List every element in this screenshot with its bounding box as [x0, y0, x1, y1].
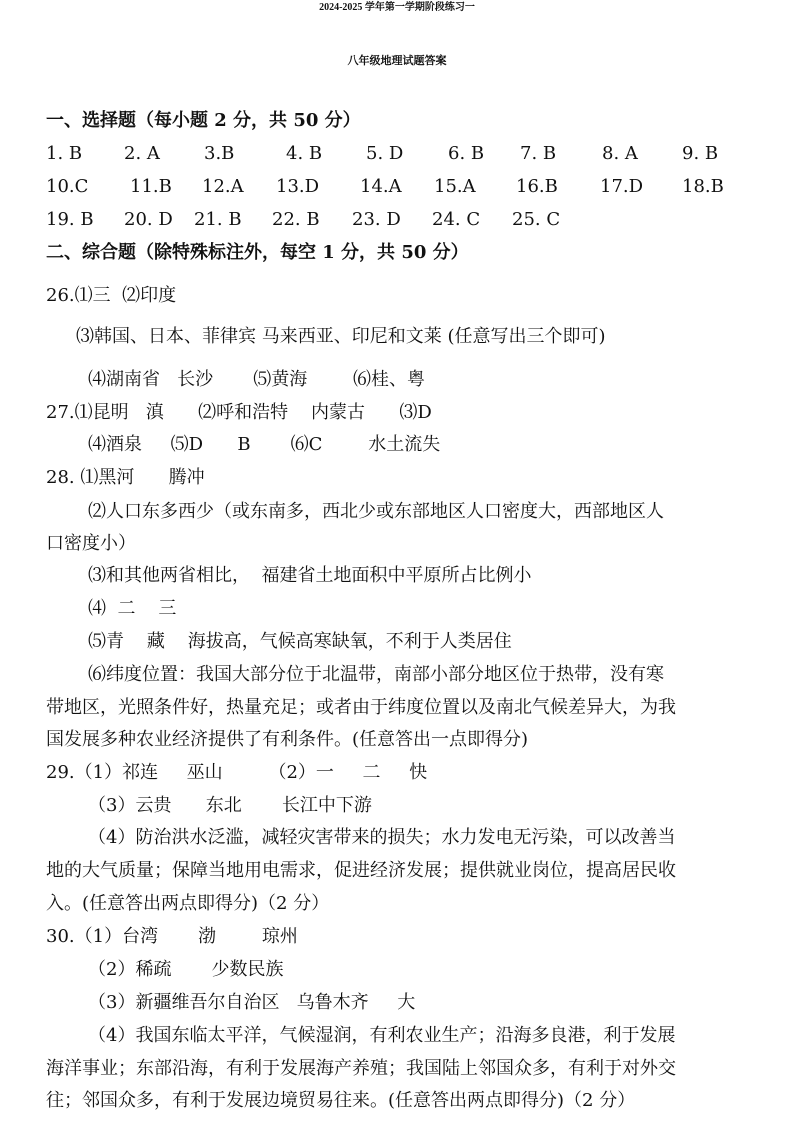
choice-answer: 12.A [202, 176, 244, 197]
choice-answer: 13.D [276, 176, 320, 197]
answer-line: 带地区，光照条件好，热量充足；或者由于纬度位置以及南北气候差异大，为我 [46, 697, 676, 718]
choice-answer: 4. B [286, 143, 323, 164]
answer-line: ⑸青 藏 海拔高，气候高寒缺氧，不利于人类居住 [88, 631, 512, 652]
answer-line: ⑷湖南省 长沙 ⑸黄海 ⑹桂、粤 [88, 369, 425, 390]
answer-line: （2）稀疏 少数民族 [88, 959, 284, 980]
answer-line: 国发展多种农业经济提供了有利条件。(任意答出一点即得分) [46, 729, 529, 750]
answer-line: 海洋事业；东部沿海，有利于发展海产养殖；我国陆上邻国众多，有利于对外交 [46, 1058, 676, 1079]
choice-answer: 2. A [124, 143, 160, 164]
answer-line: 地的大气质量；保障当地用电需求，促进经济发展；提供就业岗位，提高居民收 [46, 860, 676, 881]
choice-answer: 17.D [600, 176, 644, 197]
answer-line-28: 28. ⑴黑河 腾冲 [46, 467, 205, 488]
answer-line: ⑶韩国、日本、菲律宾 马来西亚、印尼和文莱 (任意写出三个即可) [76, 326, 606, 347]
answer-line: （3）新疆维吾尔自治区 乌鲁木齐 大 [88, 992, 416, 1013]
answer-line: ⑷酒泉 ⑸D B ⑹C 水土流失 [88, 434, 441, 455]
choice-answer: 9. B [682, 143, 719, 164]
section2-heading: 二、综合题（除特殊标注外，每空 1 分，共 50 分） [46, 242, 469, 263]
choice-answer: 20. D [124, 209, 173, 230]
choice-answer: 16.B [516, 176, 558, 197]
answer-line: ⑷ 二 三 [88, 598, 177, 619]
answer-line: ⑵人口东多西少（或东南多，西北少或东部地区人口密度大，西部地区人 [88, 501, 664, 522]
choice-answer: 23. D [352, 209, 401, 230]
choice-answer: 8. A [602, 143, 638, 164]
answer-line: 往；邻国众多，有利于发展边境贸易往来。(任意答出两点即得分)（2 分） [46, 1090, 636, 1111]
answer-line: （3）云贵 东北 长江中下游 [88, 795, 372, 816]
choice-answer: 5. D [366, 143, 404, 164]
answer-line: （4）我国东临太平洋，气候湿润，有利农业生产；沿海多良港，利于发展 [88, 1025, 676, 1046]
choice-row [46, 211, 560, 229]
choice-answer: 15.A [434, 176, 476, 197]
choice-answer: 3.B [204, 143, 235, 164]
choice-answer: 7. B [520, 143, 557, 164]
page-subtitle: 八年级地理试题答案 [347, 54, 447, 67]
answer-line: ⑹纬度位置：我国大部分位于北温带，南部小部分地区位于热带，没有寒 [88, 664, 664, 685]
choice-answer: 21. B [194, 209, 242, 230]
section1-heading: 一、选择题（每小题 2 分，共 50 分） [46, 110, 361, 131]
answer-line: ⑶和其他两省相比， 福建省土地面积中平原所占比例小 [88, 565, 532, 586]
choice-answer: 24. C [432, 209, 481, 230]
choice-answer: 1. B [46, 143, 83, 164]
answer-line: 口密度小） [46, 533, 136, 554]
answer-line-26: 26.⑴三 ⑵印度 [46, 285, 177, 306]
page-title: 2024-2025 学年第一学期阶段练习一 [319, 2, 475, 13]
choice-answer: 22. B [272, 209, 320, 230]
choice-answer: 11.B [130, 176, 172, 197]
choice-answer: 18.B [682, 176, 724, 197]
choice-answer: 10.C [46, 176, 89, 197]
choice-answer: 25. C [512, 209, 561, 230]
answer-line: （4）防治洪水泛滥，减轻灾害带来的损失；水力发电无污染，可以改善当 [88, 827, 676, 848]
answer-line-30: 30.（1）台湾 渤 琼州 [46, 926, 298, 947]
answer-line: 入。(任意答出两点即得分)（2 分） [46, 893, 330, 914]
choice-row [46, 178, 724, 196]
choice-answer: 14.A [360, 176, 402, 197]
choice-row [46, 145, 718, 163]
answer-line-29: 29.（1）祁连 巫山 （2）一 二 快 [46, 762, 428, 783]
choice-answer: 19. B [46, 209, 94, 230]
answer-line-27: 27.⑴昆明 滇 ⑵呼和浩特 内蒙古 ⑶D [46, 402, 432, 423]
choice-answer: 6. B [448, 143, 485, 164]
